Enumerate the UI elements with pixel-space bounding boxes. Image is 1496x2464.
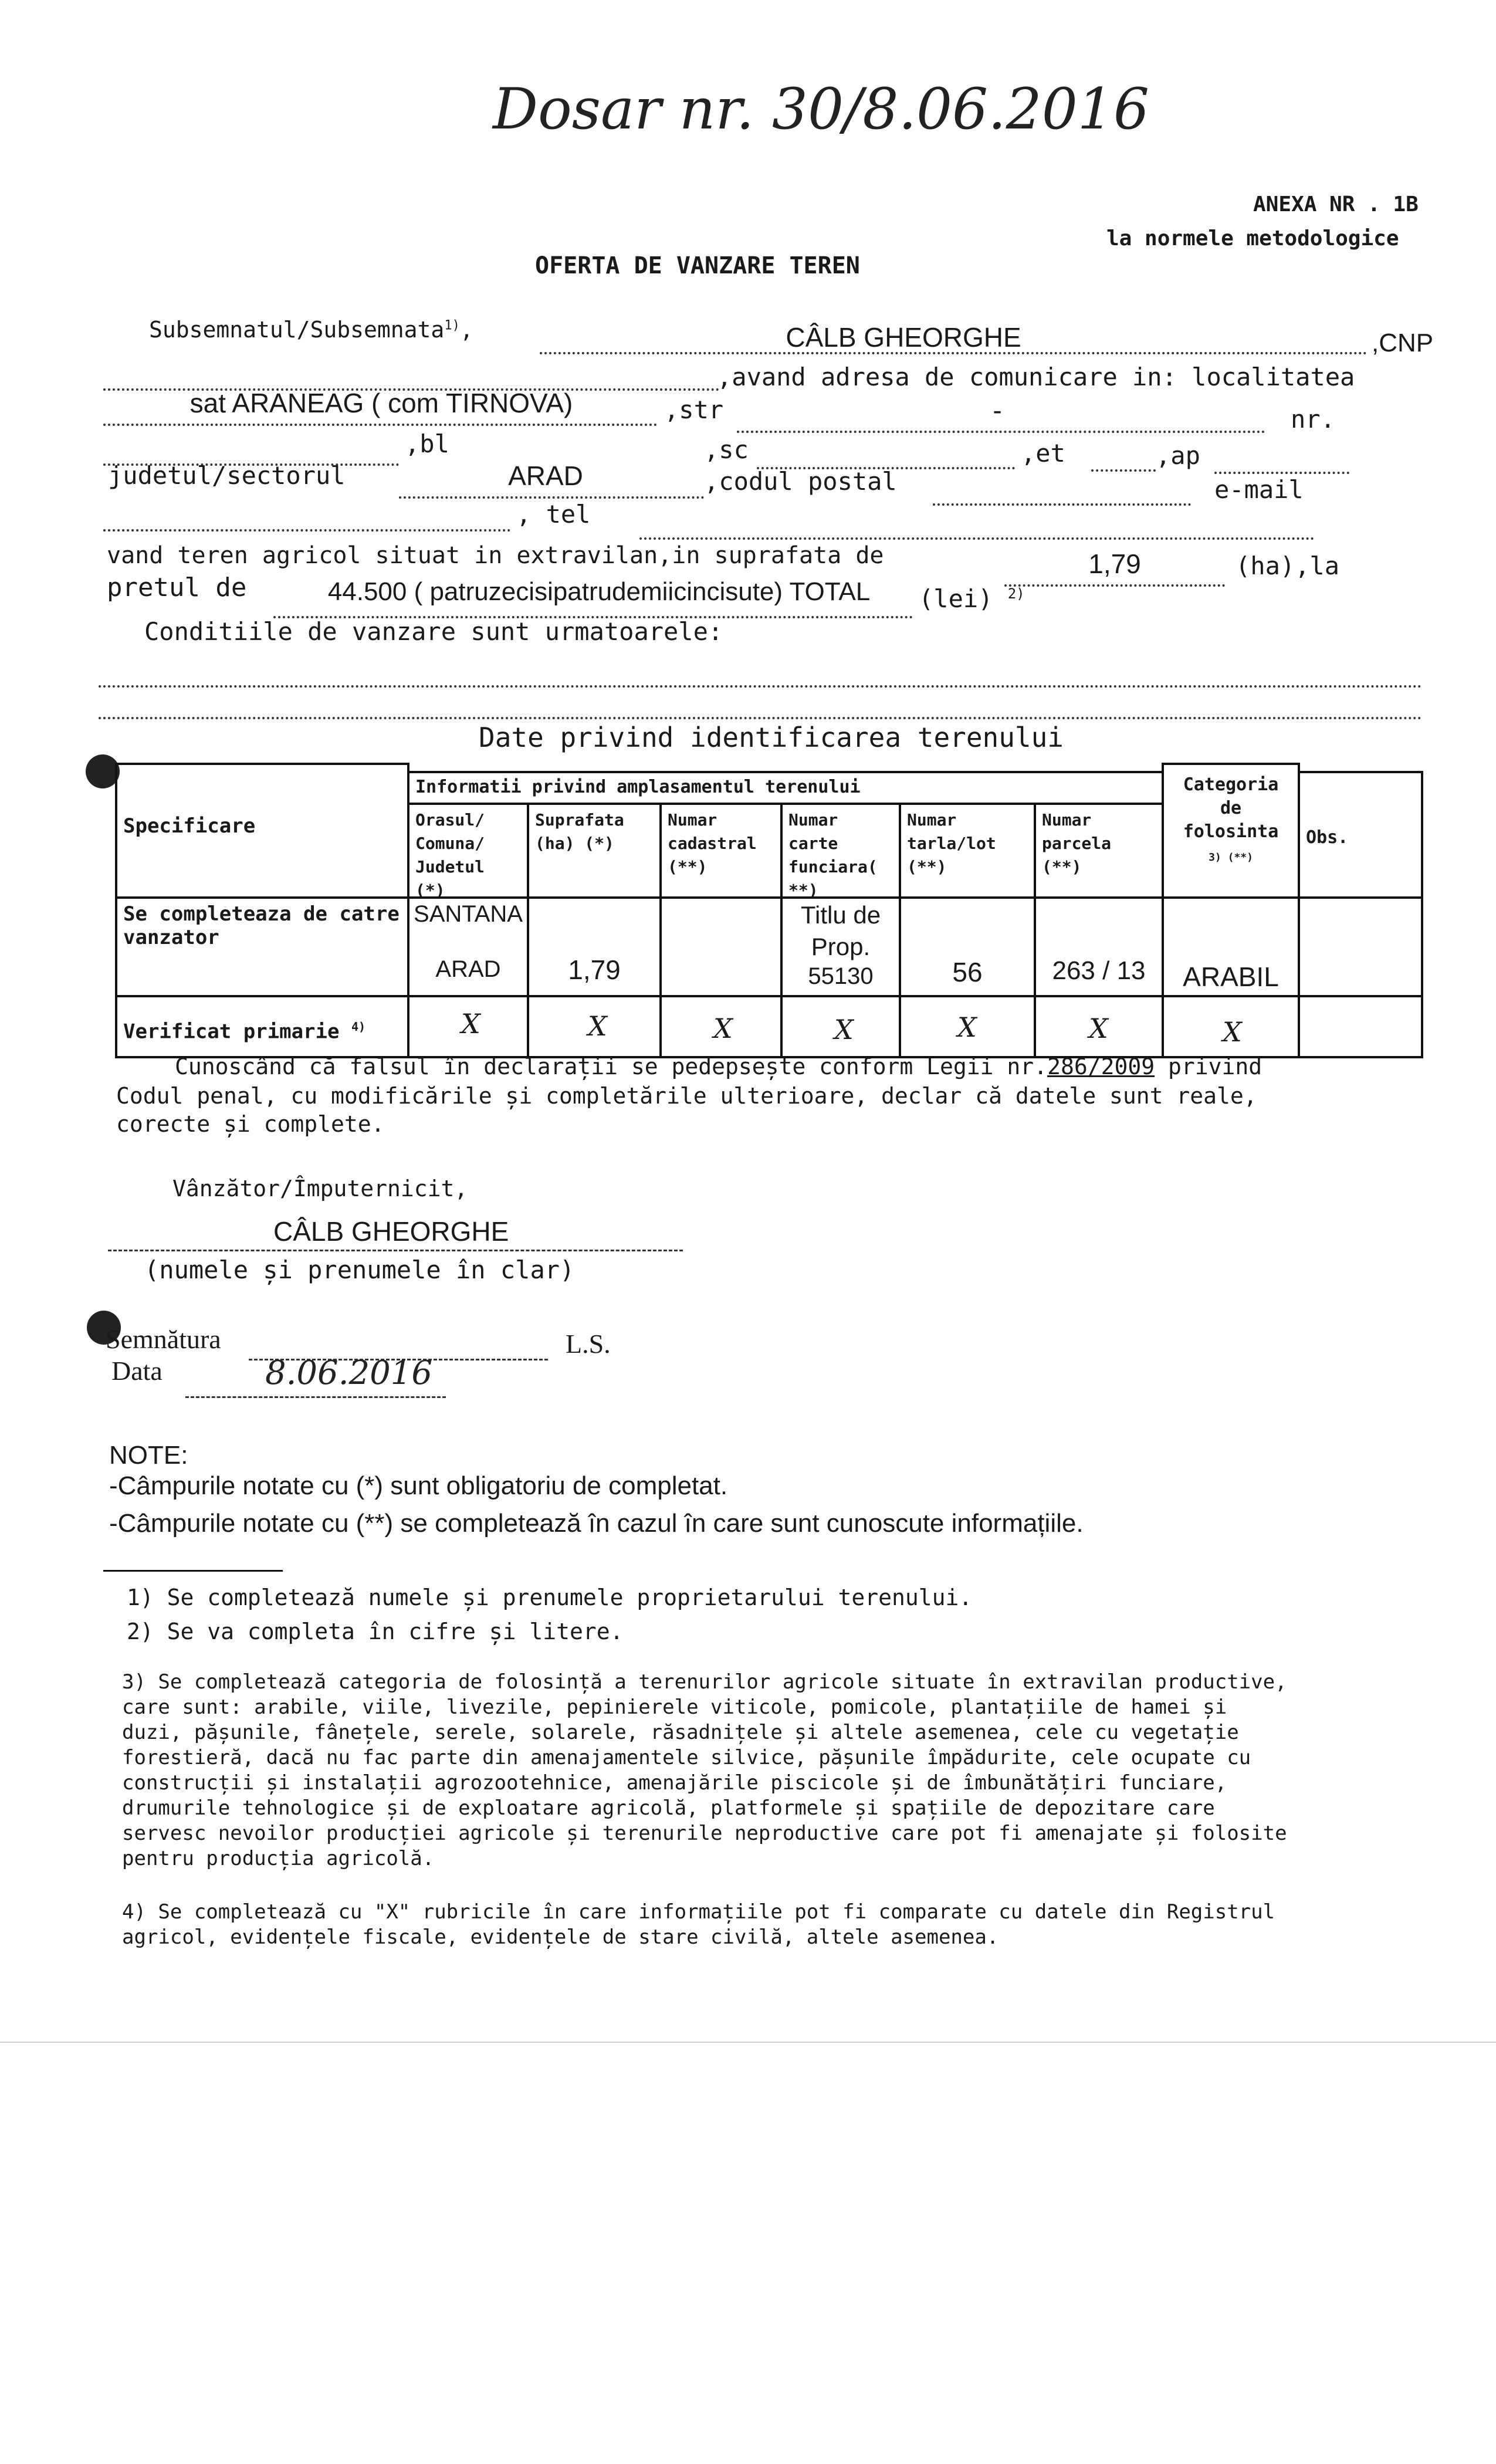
value-orasul-1: SANTANA	[414, 901, 523, 927]
postal-label: ,codul postal	[704, 467, 897, 496]
vand-label: vand teren agricol situat in extravilan,in suprafata de	[107, 542, 884, 569]
header-cadastral: Numar cadastral (**)	[659, 803, 783, 899]
footnote-1: 1) Se completează numele și prenumele proprietarului terenului.	[127, 1585, 973, 1610]
page-bottom-line	[0, 2042, 1496, 2043]
pret-value: 44.500 ( patruzecisipatrudemiicincisute) TOTAL	[327, 577, 871, 606]
subsemnatul-label: Subsemnatul/Subsemnata$^{1)}$,	[149, 317, 473, 343]
land-identification-table	[115, 763, 1423, 1062]
vanzator-label: Vânzător/Împuternicit,	[172, 1176, 468, 1201]
notes-title: NOTE:	[109, 1441, 188, 1470]
verified-mark-categoria: X	[1223, 1016, 1242, 1048]
table-title: Date privind identificarea terenului	[479, 722, 1064, 753]
adresa-label: ,avand adresa de comunicare in: localitatea	[717, 363, 1355, 391]
declaration-line-3: corecte și complete.	[116, 1111, 385, 1137]
verified-mark-cadastral: X	[713, 1013, 733, 1044]
verified-mark-tarla: X	[957, 1011, 977, 1043]
value-categoria: ARABIL	[1183, 962, 1279, 992]
value-carte-3: 55130	[808, 963, 874, 989]
sc-label: ,sc	[704, 435, 749, 464]
verified-mark-parcela: X	[1089, 1013, 1108, 1044]
verified-mark-carte: X	[834, 1014, 854, 1045]
ls-label: L.S.	[566, 1329, 611, 1359]
note-1: -Câmpurile notate cu (*) sunt obligatoriu de completat.	[109, 1471, 728, 1500]
header-obs: Obs.	[1298, 771, 1423, 899]
ap-label: ,ap	[1156, 441, 1200, 470]
semnatura-label: Semnătura	[106, 1324, 221, 1354]
ha-label: (ha),la	[1236, 551, 1340, 580]
handwritten-file-number: Dosar nr. 30/8.06.2016	[493, 76, 1149, 142]
pret-label: pretul de	[107, 573, 247, 603]
header-parcela: Numar parcela (**)	[1034, 803, 1164, 899]
value-orasul-2: ARAD	[435, 956, 501, 982]
declaration-line-1: Cunoscând că falsul în declarații se pedepsește conform Legii nr.286/2009 privind	[175, 1054, 1263, 1079]
declaration-line-2: Codul penal, cu modificările și completările ulterioare, declar că datele sunt reale,	[116, 1083, 1257, 1109]
header-carte: Numar carte funciara( **)	[780, 803, 901, 899]
header-suprafata: Suprafata (ha) (*)	[527, 803, 662, 899]
value-tarla: 56	[952, 957, 983, 987]
anexa-number: ANEXA NR . 1B	[1253, 192, 1419, 216]
name-caption: (numele și prenumele în clar)	[144, 1255, 575, 1284]
footnote-4: 4) Se completează cu "X" rubricile în care informațiile pot fi comparate cu datele din Registrul agricol, evidențele fiscale, evidențele de stare civilă, altele asemenea.	[122, 1900, 1275, 1949]
judet-label: judetul/sectorul	[108, 461, 346, 490]
header-specificare: Specificare	[115, 763, 409, 899]
value-parcela: 263 / 13	[1052, 956, 1146, 985]
footnote-separator	[103, 1570, 283, 1572]
lei-label: (lei) $^{2)}$	[919, 584, 1025, 613]
header-orasul: Orasul/ Comuna/ Judetul (*)	[407, 803, 529, 899]
date-value: 8.06.2016	[265, 1354, 433, 1392]
localitate-value: sat ARANEAG ( com TIRNOVA)	[189, 388, 573, 418]
value-suprafata: 1,79	[568, 955, 621, 985]
row1-label: Se completeaza de catre vanzator	[115, 896, 409, 997]
suprafata-value: 1,79	[1088, 549, 1141, 579]
nr-label: nr.	[1291, 405, 1335, 434]
str-value: -	[993, 395, 1002, 425]
header-tarla: Numar tarla/lot (**)	[899, 803, 1036, 899]
data-label: Data	[111, 1356, 163, 1386]
value-carte-1: Titlu de	[800, 901, 881, 929]
email-label: e-mail	[1214, 475, 1304, 504]
tel-label: , tel	[516, 500, 591, 529]
et-label: ,et	[1021, 439, 1065, 468]
value-carte-2: Prop.	[811, 933, 871, 960]
header-amplasament: Informatii privind amplasamentul terenului	[407, 771, 1164, 805]
anexa-subtitle: la normele metodologice	[1106, 226, 1399, 251]
conditii-label: Conditiile de vanzare sunt urmatoarele:	[144, 617, 723, 646]
note-2: -Câmpurile notate cu (**) se completează în cazul în care sunt cunoscute informațiile.	[109, 1509, 1084, 1538]
footnote-2: 2) Se va completa în cifre și litere.	[127, 1619, 624, 1644]
verified-mark-orasul: X	[461, 1008, 480, 1040]
header-categoria: Categoria de folosinta 3) (**)	[1162, 763, 1300, 899]
str-label: ,str	[664, 395, 724, 424]
vanzator-name-value: CÂLB GHEORGHE	[273, 1216, 509, 1247]
footnote-3: 3) Se completează categoria de folosință a terenurilor agricole situate în extravilan productive, care sunt: arabile, viile, livezile, pepinierele viticole, pomicole, plantațiile de hamei și duzi, pășunile, fânețele, serele, solarele, răsadnițele și altele asemenea, cele cu vegetație forestieră, dacă nu fac parte din amenajamentele silvice, pășunile împădurite, cele ocupate cu construcții și instalații agrozootehnice, amenajările piscicole și de îmbunătățiri funciare, drumurile tehnologice și de exploatare agricolă, platformele și spațiile de depozitare care servesc nevoilor producției agricole și terenurile neproductive care pot fi amenajate și folosite pentru producția agricolă.	[122, 1670, 1287, 1870]
row2-label: Verificat primarie $^{4)}$	[115, 995, 409, 1058]
owner-name-value: CÂLB GHEORGHE	[786, 322, 1021, 353]
bl-label: ,bl	[405, 429, 449, 458]
verified-mark-suprafata: X	[588, 1010, 607, 1042]
cnp-label: ,CNP	[1372, 329, 1434, 357]
page-title: OFERTA DE VANZARE TEREN	[535, 252, 860, 279]
judet-value: ARAD	[508, 461, 583, 491]
lege-number: 286/2009	[1047, 1054, 1155, 1079]
